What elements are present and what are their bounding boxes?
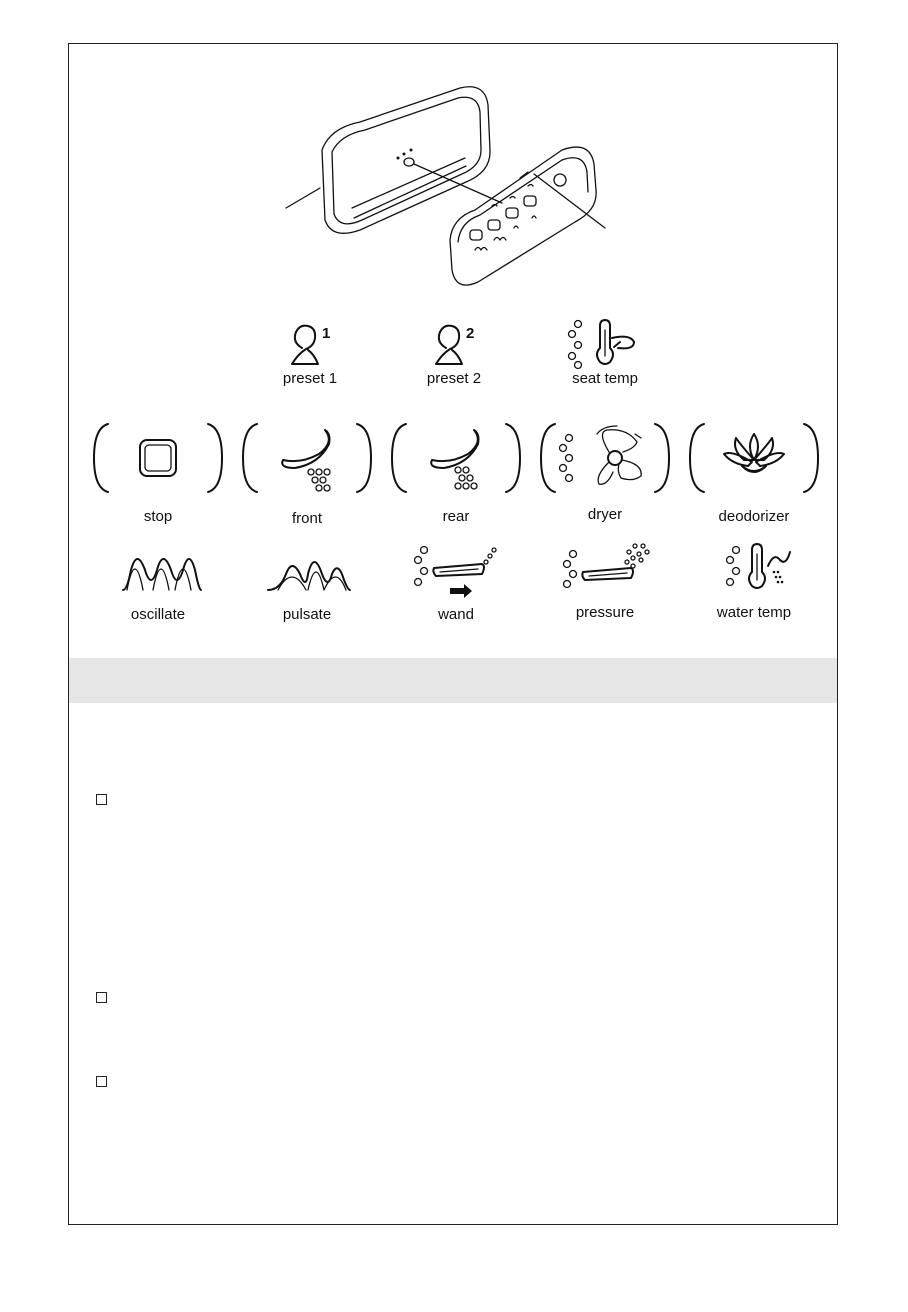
- pulsate-icon: [262, 544, 352, 594]
- preset-1-label: preset 1: [282, 370, 338, 387]
- rear-label: rear: [442, 508, 470, 525]
- pulsate-label: pulsate: [282, 606, 332, 623]
- svg-text:2: 2: [466, 325, 475, 342]
- pressure-label: pressure: [575, 604, 635, 621]
- water-temp-label: water temp: [716, 604, 792, 621]
- checkbox-3[interactable]: [96, 1076, 107, 1087]
- fan-icon: [537, 420, 673, 496]
- checkbox-2[interactable]: [96, 992, 107, 1003]
- deodorizer-label: deodorizer: [718, 508, 790, 525]
- stop-button[interactable]: [88, 420, 228, 526]
- remote-control-illustration: [270, 80, 630, 300]
- wand-icon: [406, 544, 506, 600]
- oscillate-icon: [113, 544, 203, 594]
- rear-button[interactable]: [386, 420, 526, 526]
- pressure-icon: [555, 538, 655, 594]
- wand-label: wand: [438, 606, 474, 623]
- preset-2-item: [384, 318, 524, 388]
- water-temp-item: [684, 542, 824, 622]
- front-button[interactable]: [237, 420, 377, 528]
- dryer-button[interactable]: [535, 420, 675, 524]
- water-thermometer-icon: [704, 542, 804, 594]
- user-1-icon: [280, 318, 340, 370]
- stop-icon: [90, 420, 226, 496]
- checkbox-1[interactable]: [96, 794, 107, 805]
- oscillate-item: [88, 544, 228, 624]
- oscillate-label: oscillate: [130, 606, 186, 623]
- seat-thermometer-icon: [560, 318, 650, 370]
- section-header-band: [69, 658, 837, 703]
- lotus-icon: [686, 420, 822, 496]
- stop-label: stop: [143, 508, 173, 525]
- wand-item: [386, 544, 526, 624]
- preset-1-item: [240, 318, 380, 388]
- pressure-item: [535, 538, 675, 622]
- deodorizer-button[interactable]: [684, 420, 824, 526]
- pulsate-item: [237, 544, 377, 624]
- svg-text:1: 1: [322, 325, 331, 342]
- front-label: front: [291, 510, 322, 527]
- seat-temp-label: seat temp: [572, 370, 638, 387]
- seat-temp-item: [535, 318, 675, 388]
- rear-spray-icon: [388, 420, 524, 496]
- preset-2-label: preset 2: [426, 370, 482, 387]
- user-2-icon: [424, 318, 484, 370]
- front-spray-icon: [239, 420, 375, 496]
- dryer-label: dryer: [587, 506, 623, 523]
